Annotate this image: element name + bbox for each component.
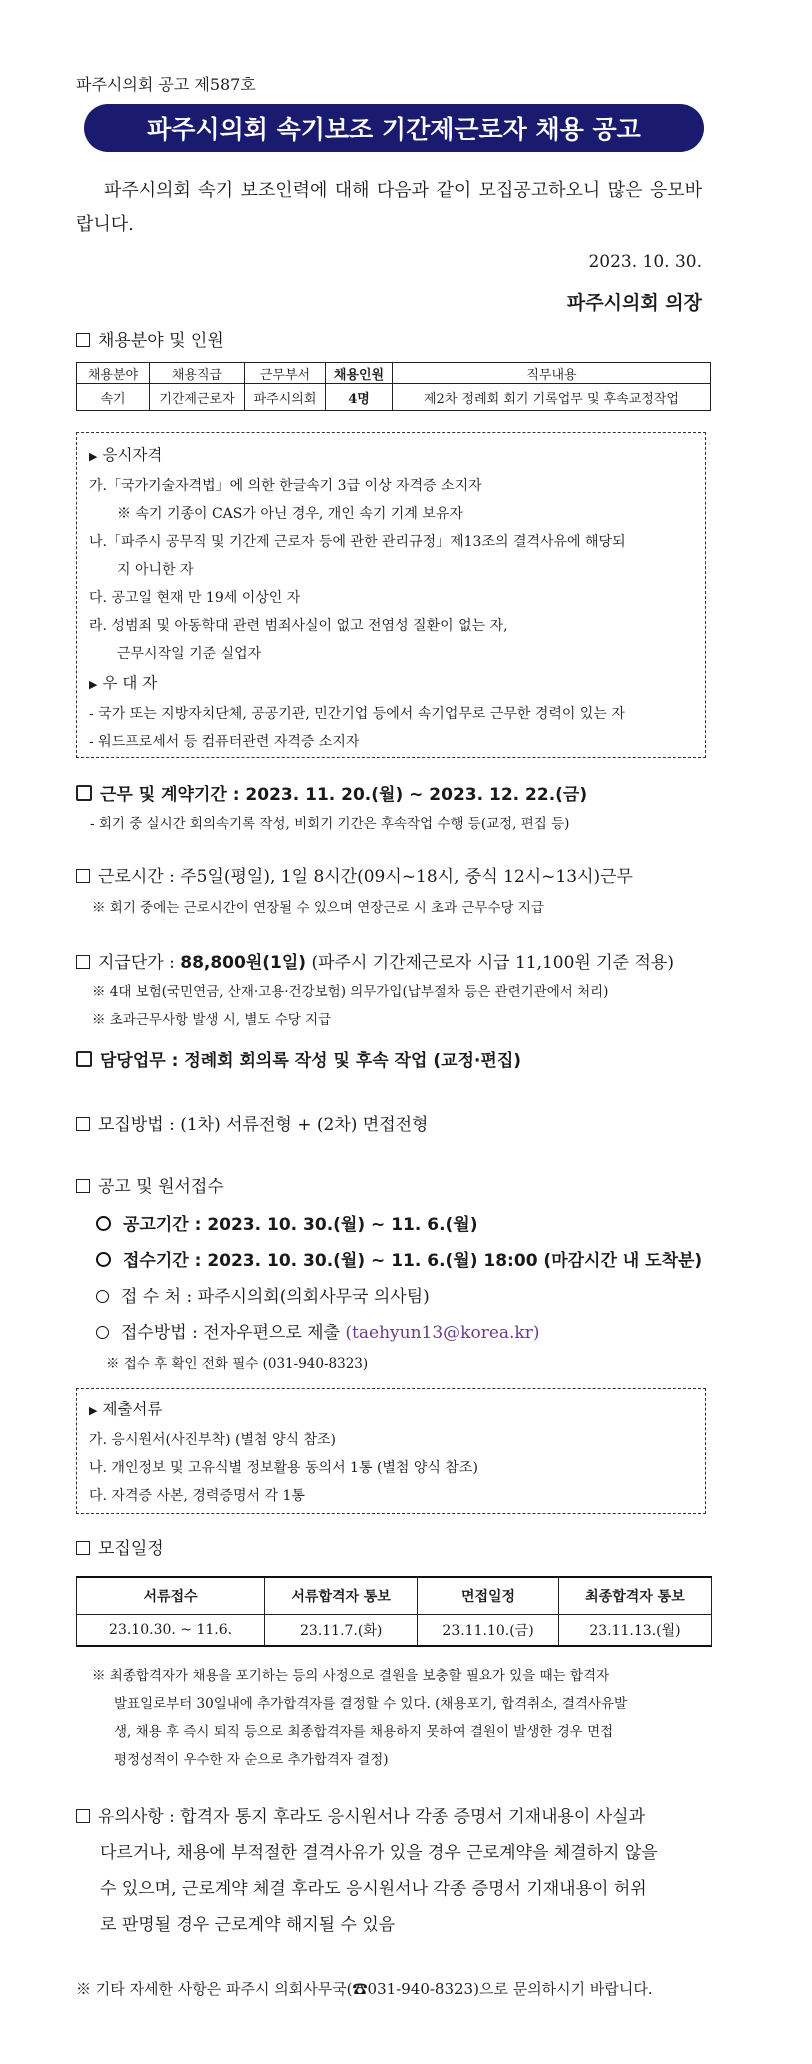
table-cell: 기간제근로자	[150, 384, 245, 411]
table-row	[77, 384, 711, 411]
table-header-cell: 채용분야	[77, 363, 150, 384]
preference-heading: ▶ 우 대 자	[89, 674, 158, 692]
table-header-row	[77, 1577, 712, 1615]
work-hours-note: ※ 회기 중에는 근로시간이 연장될 수 있으며 연장근로 시 초과 근무수당 지급	[92, 900, 544, 916]
table-cell: 23.10.30. ~ 11.6.	[77, 1615, 265, 1647]
circle-bullet-icon	[96, 1290, 109, 1303]
documents-box	[76, 1388, 706, 1514]
qualification-item: 라. 성범죄 및 아동학대 관련 범죄사실이 없고 전염성 질환이 없는 자,	[89, 618, 508, 634]
caution-line: 유의사항 : 합격자 통지 후라도 응시원서나 각종 증명서 기재내용이 사실과	[76, 1800, 645, 1835]
phone-note: ※ 접수 후 확인 전화 필수 (031-940-8323)	[106, 1356, 369, 1372]
preference-item: - 워드프로세서 등 컴퓨터관련 자격증 소지자	[89, 734, 360, 750]
recruit-method: 모집방법 : (1차) 서류전형 + (2차) 면접전형	[76, 1110, 428, 1135]
schedule-heading: 모집일정	[76, 1534, 164, 1559]
work-period: 근무 및 계약기간 : 2023. 11. 20.(월) ~ 2023. 12. 22.(금)	[76, 780, 587, 805]
table-cell: 23.11.7.(화)	[265, 1615, 418, 1647]
qualification-item: ※ 속기 기종이 CAS가 아닌 경우, 개인 속기 기계 보유자	[117, 506, 463, 522]
pay-note: ※ 4대 보험(국민연금, 산재·고용·건강보험) 의무가입(납부절차 등은 관련기관에서 처리)	[92, 984, 609, 1000]
checkbox-icon	[76, 1117, 90, 1131]
schedule-note: 평정성적이 우수한 자 순으로 추가합격자 결정)	[114, 1752, 389, 1768]
triangle-icon: ▶	[89, 1404, 98, 1417]
signer: 파주시의회 의장	[566, 292, 702, 314]
table-header-cell: 근무부서	[245, 363, 326, 384]
section-recruitment-heading: 채용분야 및 인원	[76, 326, 224, 351]
notice-number: 파주시의회 공고 제587호	[76, 75, 256, 94]
checkbox-icon	[76, 785, 92, 801]
receipt-method: 접수방법 : 전자우편으로 제출 (taehyun13@korea.kr)	[96, 1318, 540, 1343]
table-cell: 4명	[326, 384, 393, 411]
checkbox-icon	[76, 1179, 90, 1193]
schedule-note: 발표일로부터 30일내에 추가합격자를 결정할 수 있다. (채용포기, 합격취소, 결격사유발	[114, 1696, 628, 1712]
table-cell: 23.11.13.(월)	[558, 1615, 711, 1647]
table-row	[77, 1615, 712, 1647]
pay-info: 지급단가 : 88,800원(1일) (파주시 기간제근로자 시급 11,100원 기준 적용)	[76, 948, 674, 973]
table-header-cell: 채용인원	[326, 363, 393, 384]
notice-period: 공고기간 : 2023. 10. 30.(월) ~ 11. 6.(월)	[96, 1210, 478, 1235]
table-header-cell: 채용직급	[150, 363, 245, 384]
work-period-note: - 회기 중 실시간 회의속기록 작성, 비회기 기간은 후속작업 수행 등(교정, 편집 등)	[90, 816, 570, 832]
triangle-icon: ▶	[89, 678, 98, 691]
page-title: 파주시의회 속기보조 기간제근로자 채용 공고	[84, 104, 704, 152]
table-cell: 파주시의회	[245, 384, 326, 411]
table-cell: 23.11.10.(금)	[418, 1615, 559, 1647]
intro-paragraph: 파주시의회 속기 보조인력에 대해 다음과 같이 모집공고하오니 많은 응모바랍니다.	[76, 180, 702, 235]
checkbox-icon	[76, 1051, 92, 1067]
table-header-cell: 직무내용	[393, 363, 711, 384]
checkbox-icon	[76, 955, 90, 969]
pay-note: ※ 초과근무사항 발생 시, 별도 수당 지급	[92, 1012, 332, 1028]
table-cell: 속기	[77, 384, 150, 411]
table-cell: 제2차 정례회 회기 기록업무 및 후속교정작업	[393, 384, 711, 411]
preference-item: - 국가 또는 지방자치단체, 공공기관, 민간기업 등에서 속기업무로 근무한 경력이 있는 자	[89, 706, 625, 722]
document-item: 다. 자격증 사본, 경력증명서 각 1통	[89, 1488, 305, 1504]
footer-note: ※ 기타 자세한 사항은 파주시 의회사무국(☎031-940-8323)으로 문의하시기 바랍니다.	[76, 1980, 653, 1998]
table-header-cell: 서류합격자 통보	[265, 1577, 418, 1615]
work-hours: 근로시간 : 주5일(평일), 1일 8시간(09시~18시, 중식 12시~13시)근무	[76, 862, 633, 887]
qualification-item: 나.「파주시 공무직 및 기간제 근로자 등에 관한 관리규정」제13조의 결격사유에 해당되	[89, 534, 626, 550]
caution-line: 로 판명될 경우 근로계약 해지될 수 있음	[100, 1915, 396, 1935]
qualifications-heading: ▶ 응시자격	[89, 446, 163, 464]
checkbox-icon	[76, 1809, 90, 1823]
schedule-note: 생, 채용 후 즉시 퇴직 등으로 최종합격자를 채용하지 못하여 결원이 발생한 경우 면접	[114, 1724, 614, 1740]
circle-bullet-icon	[96, 1252, 111, 1267]
qualification-item: 근무시작일 기준 실업자	[117, 646, 262, 662]
receipt-place: 접 수 처 : 파주시의회(의회사무국 의사팀)	[96, 1282, 430, 1307]
checkbox-icon	[76, 869, 90, 883]
caution-line: 다르거나, 채용에 부적절한 결격사유가 있을 경우 근로계약을 체결하지 않을	[100, 1843, 658, 1863]
receipt-period: 접수기간 : 2023. 10. 30.(월) ~ 11. 6.(월) 18:00 (마감시간 내 도착분)	[96, 1246, 702, 1271]
schedule-table	[76, 1576, 712, 1647]
application-heading: 공고 및 원서접수	[76, 1172, 224, 1197]
duty: 담당업무 : 정례회 회의록 작성 및 후속 작업 (교정·편집)	[76, 1046, 521, 1071]
pay-amount: 88,800원(1일)	[180, 953, 307, 973]
circle-bullet-icon	[96, 1216, 111, 1231]
document-item: 가. 응시원서(사진부착) (별첨 양식 참조)	[89, 1432, 336, 1448]
caution-line: 수 있으며, 근로계약 체결 후라도 응시원서나 각종 증명서 기재내용이 허위	[100, 1879, 647, 1899]
circle-bullet-icon	[96, 1326, 109, 1339]
triangle-icon: ▶	[89, 450, 98, 463]
checkbox-icon	[76, 333, 90, 347]
email-address[interactable]: (taehyun13@korea.kr)	[345, 1323, 540, 1343]
table-header-row	[77, 363, 711, 384]
documents-heading: ▶ 제출서류	[89, 1400, 163, 1418]
table-header-cell: 최종합격자 통보	[558, 1577, 711, 1615]
checkbox-icon	[76, 1541, 90, 1555]
notice-date: 2023. 10. 30.	[588, 252, 702, 272]
qualification-item: 가.「국가기술자격법」에 의한 한글속기 3급 이상 자격증 소지자	[89, 478, 482, 494]
recruitment-table	[76, 362, 711, 411]
document-item: 나. 개인정보 및 고유식별 정보활용 동의서 1통 (별첨 양식 참조)	[89, 1460, 478, 1476]
schedule-note: ※ 최종합격자가 채용을 포기하는 등의 사정으로 결원을 보충할 필요가 있을 때는 합격자	[92, 1668, 610, 1684]
qualification-item: 다. 공고일 현재 만 19세 이상인 자	[89, 590, 301, 606]
table-header-cell: 서류접수	[77, 1577, 265, 1615]
qualification-item: 지 아니한 자	[117, 562, 194, 578]
qualifications-box	[76, 432, 706, 758]
table-header-cell: 면접일정	[418, 1577, 559, 1615]
